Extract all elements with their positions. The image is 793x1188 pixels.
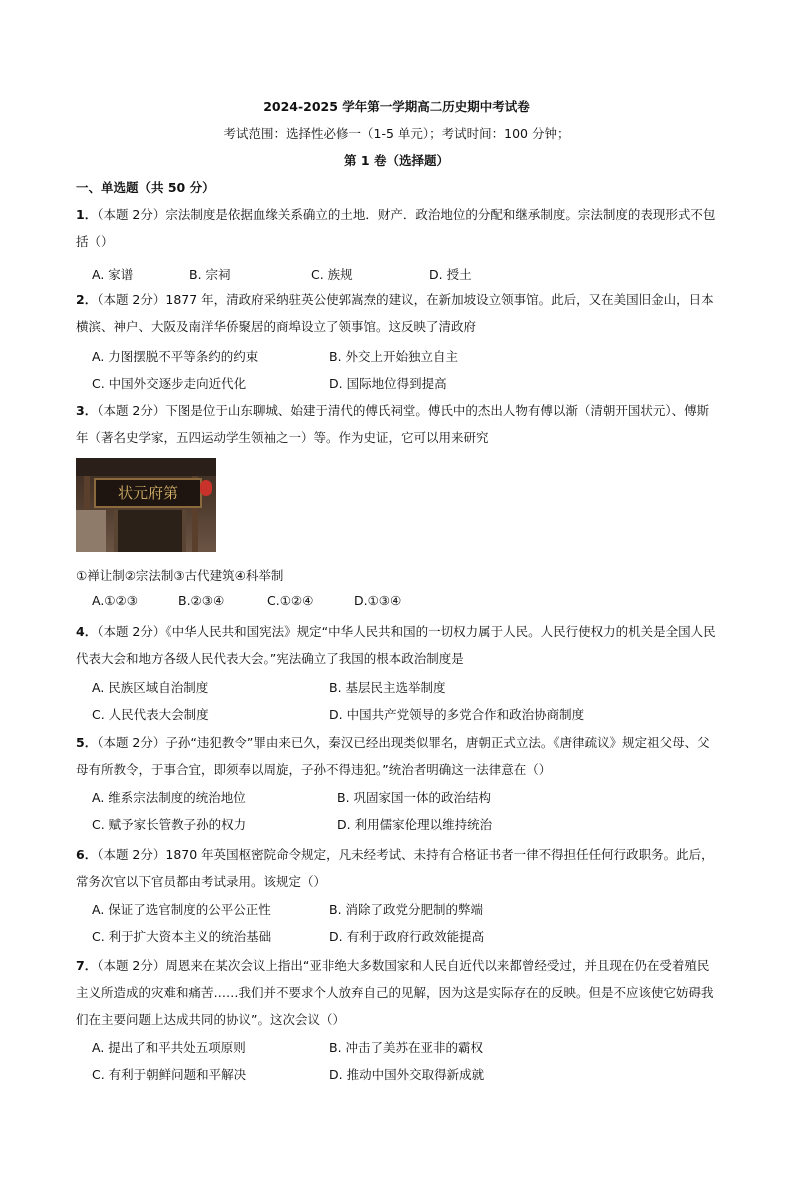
question-1-options	[92, 265, 732, 285]
option-b[interactable]: B. 宗祠	[189, 267, 231, 282]
question-5	[76, 729, 716, 783]
question-6-options-row-2	[92, 927, 732, 947]
option-b[interactable]: B.②③④	[178, 593, 225, 608]
option-b[interactable]: B. 消除了政党分肥制的弊端	[329, 902, 484, 917]
question-number: 3．	[76, 403, 98, 418]
ancestral-hall-photo	[76, 458, 216, 552]
question-6-options-row-1	[92, 900, 732, 920]
board-inscription: 状元府第	[117, 484, 178, 502]
question-number: 7．	[76, 958, 98, 973]
option-d[interactable]: D. 授土	[429, 267, 472, 282]
question-text: （本题 2分）1877 年，清政府采纳驻英公使郭嵩焘的建议，在新加坡设立领事馆。此后，又在美国旧金山，日本横滨、神户、大阪及南洋华侨聚居的商埠设立了领事馆。这反映了清政府	[76, 292, 714, 334]
option-d[interactable]: D. 推动中国外交取得新成就	[329, 1067, 485, 1082]
option-a[interactable]: A. 保证了选官制度的公平公正性	[92, 902, 271, 917]
option-c[interactable]: C. 赋予家长管教子孙的权力	[92, 817, 247, 832]
question-2-options-row-1	[92, 347, 732, 367]
question-2-options-row-2	[92, 374, 732, 394]
option-b[interactable]: B. 基层民主选举制度	[329, 680, 446, 695]
photo-caption: ①禅让制②宗法制③古代建筑④科举制	[76, 568, 284, 583]
option-d[interactable]: D. 国际地位得到提高	[329, 376, 447, 391]
question-text: （本题 2分）宗法制度是依据血缘关系确立的土地．财产．政治地位的分配和继承制度。宗法制度的表现形式不包括（）	[76, 207, 716, 249]
question-5-options-row-2	[92, 815, 732, 835]
question-text: （本题 2分）《中华人民共和国宪法》规定“中华人民共和国的一切权力属于人民。人民行使权力的机关是全国人民代表大会和地方各级人民代表大会。”宪法确立了我国的根本政治制度是	[76, 624, 716, 666]
photo-roof	[76, 458, 216, 476]
photo-name-board	[94, 478, 202, 508]
option-a[interactable]: A. 提出了和平共处五项原则	[92, 1040, 246, 1055]
option-c[interactable]: C. 族规	[311, 267, 353, 282]
question-7-options-row-1	[92, 1038, 732, 1058]
option-d[interactable]: D. 中国共产党领导的多党合作和政治协商制度	[329, 707, 585, 722]
option-d[interactable]: D. 利用儒家伦理以维持统治	[337, 817, 493, 832]
option-c[interactable]: C. 中国外交逐步走向近代化	[92, 376, 247, 391]
red-lantern	[200, 480, 212, 496]
volume-heading: 第 1 卷（选择题）	[344, 153, 449, 168]
option-c[interactable]: C. 有利于朝鲜问题和平解决	[92, 1067, 247, 1082]
option-b[interactable]: B. 外交上开始独立自主	[329, 349, 459, 364]
question-6	[76, 841, 716, 895]
photo-doorway	[114, 510, 186, 552]
question-4-options-row-1	[92, 678, 732, 698]
option-d[interactable]: D. 有利于政府行政效能提高	[329, 929, 485, 944]
question-7	[76, 952, 716, 1033]
question-text: （本题 2分）周恩来在某次会议上指出“亚非绝大多数国家和人民自近代以来都曾经受过，并且现在仍在受着殖民主义所造成的灾难和痛苦……我们并不要求个人放弃自己的见解，因为这是实际存在的反映。但是不应该使它妨碍我们在主要问题上达成共同的协议”。这次会议（）	[76, 958, 714, 1027]
exam-title: 2024-2025 学年第一学期高二历史期中考试卷	[263, 99, 530, 114]
photo-wall	[76, 510, 106, 552]
question-number: 2．	[76, 292, 98, 307]
option-c[interactable]: C. 利于扩大资本主义的统治基础	[92, 929, 272, 944]
question-2	[76, 286, 716, 340]
question-text: （本题 2分）子孙“违犯教令”罪由来已久，秦汉已经出现类似罪名，唐朝正式立法。《唐律疏议》规定祖父母、父母有所教令，于事合宜，即须奉以周旋，子孙不得违犯。”统治者明确这一法律意在（）	[76, 735, 710, 777]
option-a[interactable]: A. 维系宗法制度的统治地位	[92, 790, 246, 805]
question-number: 4．	[76, 624, 98, 639]
question-text: （本题 2分）下图是位于山东聊城、始建于清代的傅氏祠堂。傅氏中的杰出人物有傅以渐（清朝开国状元）、傅斯年（著名史学家，五四运动学生领袖之一）等。作为史证，它可以用来研究	[76, 403, 710, 445]
option-c[interactable]: C. 人民代表大会制度	[92, 707, 209, 722]
option-a[interactable]: A. 民族区域自治制度	[92, 680, 209, 695]
exam-subtitle: 考试范围：选择性必修一（1-5 单元）；考试时间：100 分钟；	[223, 126, 570, 141]
question-4-options-row-2	[92, 705, 732, 725]
question-3-options	[92, 593, 732, 613]
question-1	[76, 201, 716, 255]
question-text: （本题 2分）1870 年英国枢密院命令规定，凡未经考试、未持有合格证书者一律不得担任任何行政职务。此后，常务次官以下官员都由考试录用。该规定（）	[76, 847, 714, 889]
section-heading: 一、单选题（共 50 分）	[76, 180, 215, 195]
question-5-options-row-1	[92, 788, 732, 808]
question-number: 5．	[76, 735, 98, 750]
option-b[interactable]: B. 冲击了美苏在亚非的霸权	[329, 1040, 484, 1055]
option-c[interactable]: C.①②④	[267, 593, 314, 608]
question-3	[76, 397, 716, 451]
option-a[interactable]: A.①②③	[92, 593, 138, 608]
option-a[interactable]: A. 家谱	[92, 267, 134, 282]
question-7-options-row-2	[92, 1065, 732, 1085]
option-b[interactable]: B. 巩固家国一体的政治结构	[337, 790, 492, 805]
option-a[interactable]: A. 力图摆脱不平等条约的约束	[92, 349, 259, 364]
option-d[interactable]: D.①③④	[354, 593, 402, 608]
question-4	[76, 618, 716, 672]
question-number: 1．	[76, 207, 98, 222]
question-number: 6．	[76, 847, 98, 862]
